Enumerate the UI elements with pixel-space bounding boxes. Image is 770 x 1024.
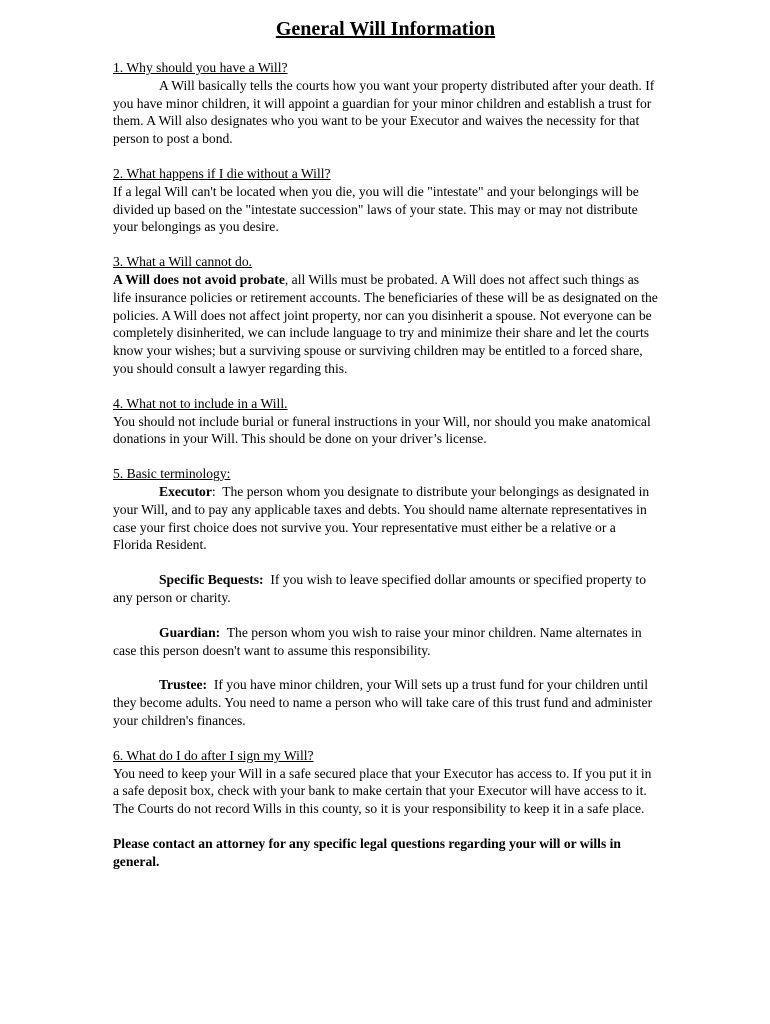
section-bold-lead: A Will does not avoid probate xyxy=(113,271,285,287)
term-paragraph xyxy=(113,571,658,607)
term-label: Executor xyxy=(159,483,212,499)
section-body xyxy=(113,765,658,818)
document-title: General Will Information xyxy=(275,18,496,40)
term-definition: The person whom you designate to distribute your belongings as designated in your Will, and to pay any applicable taxes and debts. You should name alternate representatives in case your first choice does not survive you. Your representative must either be a relative or a Florida Resident. xyxy=(113,483,650,553)
term-label: Trustee: xyxy=(159,677,208,693)
section-2 xyxy=(113,165,658,236)
section-heading: 4. What not to include in a Will. xyxy=(113,395,288,411)
term-paragraph xyxy=(113,624,658,660)
section-body xyxy=(113,183,658,236)
term-label: Specific Bequests: xyxy=(159,572,264,588)
section-body-text: You need to keep your Will in a safe secured place that your Executor has access to. If you put it in a safe deposit box, check with your bank to make certain that your Executor will have access to it. The Courts do not record Wills in this county, so it is your responsibility to keep it in a safe place. xyxy=(113,765,652,817)
section-5 xyxy=(113,465,658,730)
term-label: Guardian: xyxy=(159,624,221,640)
section-heading: 6. What do I do after I sign my Will? xyxy=(113,747,314,763)
term-definition: If you have minor children, your Will sets up a trust fund for your children until they become adults. You need to name a person who will take care of this trust fund and administer your children's finances. xyxy=(113,677,653,728)
term-definition: The person whom you wish to raise your minor children. Name alternates in case this person doesn't want to assume this responsibility. xyxy=(113,624,642,658)
section-heading: 5. Basic terminology: xyxy=(113,466,231,482)
term-executor xyxy=(113,483,658,554)
term-paragraph xyxy=(113,483,658,554)
document-page xyxy=(113,16,658,870)
term-specific-bequests xyxy=(113,571,658,607)
term-guardian xyxy=(113,624,658,660)
term-separator: : xyxy=(211,483,223,499)
term-paragraph xyxy=(113,676,658,729)
section-body-text: You should not include burial or funeral instructions in your Will, nor should you make anatomical donations in your Will. This should be done on your driver’s license. xyxy=(113,413,651,447)
term-definition: If you wish to leave specified dollar amounts or specified property to any person or charity. xyxy=(113,572,646,605)
section-heading: 2. What happens if I die without a Will? xyxy=(113,165,331,181)
section-body: A Will basically tells the courts how you want your property distributed after your death. If you have minor children, it will appoint a guardian for your minor children and establish a trust for them. A Will also designates who you want to be your Executor and waives the necessity for that person to post a bond. xyxy=(113,77,655,147)
section-body xyxy=(113,413,658,449)
section-body xyxy=(113,271,658,378)
section-6 xyxy=(113,747,658,818)
section-1 xyxy=(113,59,658,148)
section-body-text: , all Wills must be probated. A Will does not affect such things as life insurance policies or retirement accounts. The beneficiaries of these will be as designated on the policies. A Will does not affect joint property, nor can you disinherit a spouse. Not everyone can be completely disinherited, we can include language to try and minimize their share and let the courts know your wishes; but a surviving spouse or surviving children may be entitled to a forced share, you should consult a lawyer regarding this. xyxy=(113,271,658,376)
section-heading: 1. Why should you have a Will? xyxy=(113,60,288,75)
term-trustee xyxy=(113,676,658,729)
section-3 xyxy=(113,253,658,378)
section-body-text: If a legal Will can't be located when you die, you will die "intestate" and your belongings will be divided up based on the "intestate succession" laws of your state. This may or may not distribute your belongings as you desire. xyxy=(113,183,639,235)
section-4 xyxy=(113,395,658,448)
term-separator xyxy=(207,677,214,692)
closing-note: Please contact an attorney for any specific legal questions regarding your will or wills in general. xyxy=(113,835,621,869)
section-heading: 3. What a Will cannot do. xyxy=(113,254,253,270)
